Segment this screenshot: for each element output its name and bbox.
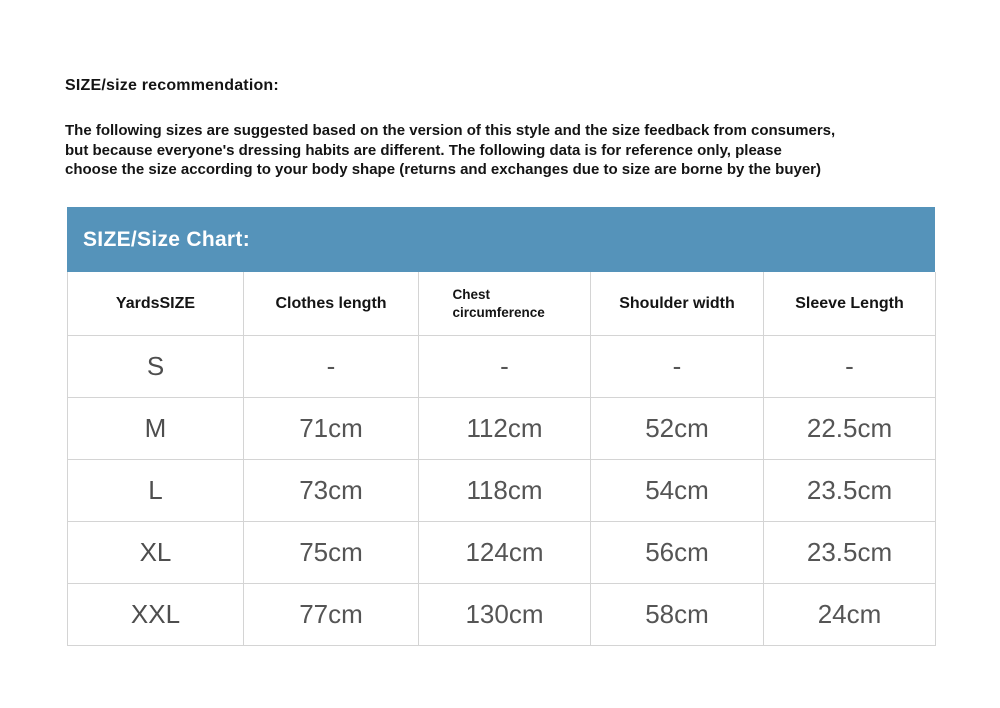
cell-chest: 112cm	[419, 398, 591, 460]
cell-clothes-length: 75cm	[244, 522, 419, 584]
cell-shoulder: 52cm	[591, 398, 764, 460]
size-disclaimer-paragraph	[65, 121, 835, 180]
cell-sleeve: 22.5cm	[764, 398, 936, 460]
size-chart-title: SIZE/Size Chart:	[83, 227, 250, 251]
cell-clothes-length: 77cm	[244, 584, 419, 646]
chest-header-label: Chest circumference	[452, 286, 545, 320]
col-header-shoulder-width: Shoulder width	[591, 272, 764, 336]
col-header-size: YardsSIZE	[68, 272, 244, 336]
disclaimer-line-1: The following sizes are suggested based on the version of this style and the size feedback from consumers,	[65, 122, 836, 139]
cell-clothes-length: 71cm	[244, 398, 419, 460]
col-header-chest-circumference	[419, 272, 591, 336]
cell-shoulder: -	[591, 336, 764, 398]
size-chart-section	[67, 207, 935, 646]
cell-size: M	[68, 398, 244, 460]
cell-clothes-length: 73cm	[244, 460, 419, 522]
cell-shoulder: 54cm	[591, 460, 764, 522]
cell-chest: -	[419, 336, 591, 398]
cell-shoulder: 58cm	[591, 584, 764, 646]
table-header-row	[68, 272, 936, 336]
cell-chest: 118cm	[419, 460, 591, 522]
col-header-clothes-length: Clothes length	[244, 272, 419, 336]
table-row-m	[68, 398, 936, 460]
cell-size: S	[68, 336, 244, 398]
cell-size: L	[68, 460, 244, 522]
cell-sleeve: 24cm	[764, 584, 936, 646]
cell-shoulder: 56cm	[591, 522, 764, 584]
table-row-s	[68, 336, 936, 398]
disclaimer-line-2: but because everyone's dressing habits are different. The following data is for reference only, please	[65, 141, 782, 159]
size-chart-header-bar	[67, 207, 935, 272]
cell-size: XL	[68, 522, 244, 584]
cell-chest: 124cm	[419, 522, 591, 584]
table-row-xxl	[68, 584, 936, 646]
cell-chest: 130cm	[419, 584, 591, 646]
table-row-l	[68, 460, 936, 522]
disclaimer-line-3: choose the size according to your body shape (returns and exchanges due to size are borne by the buyer)	[65, 161, 822, 178]
col-header-sleeve-length: Sleeve Length	[764, 272, 936, 336]
cell-size: XXL	[68, 584, 244, 646]
page-title: SIZE/size recommendation:	[65, 77, 279, 94]
size-table	[67, 272, 936, 646]
cell-sleeve: 23.5cm	[764, 460, 936, 522]
cell-sleeve: -	[764, 336, 936, 398]
table-row-xl	[68, 522, 936, 584]
cell-clothes-length: -	[244, 336, 419, 398]
cell-sleeve: 23.5cm	[764, 522, 936, 584]
